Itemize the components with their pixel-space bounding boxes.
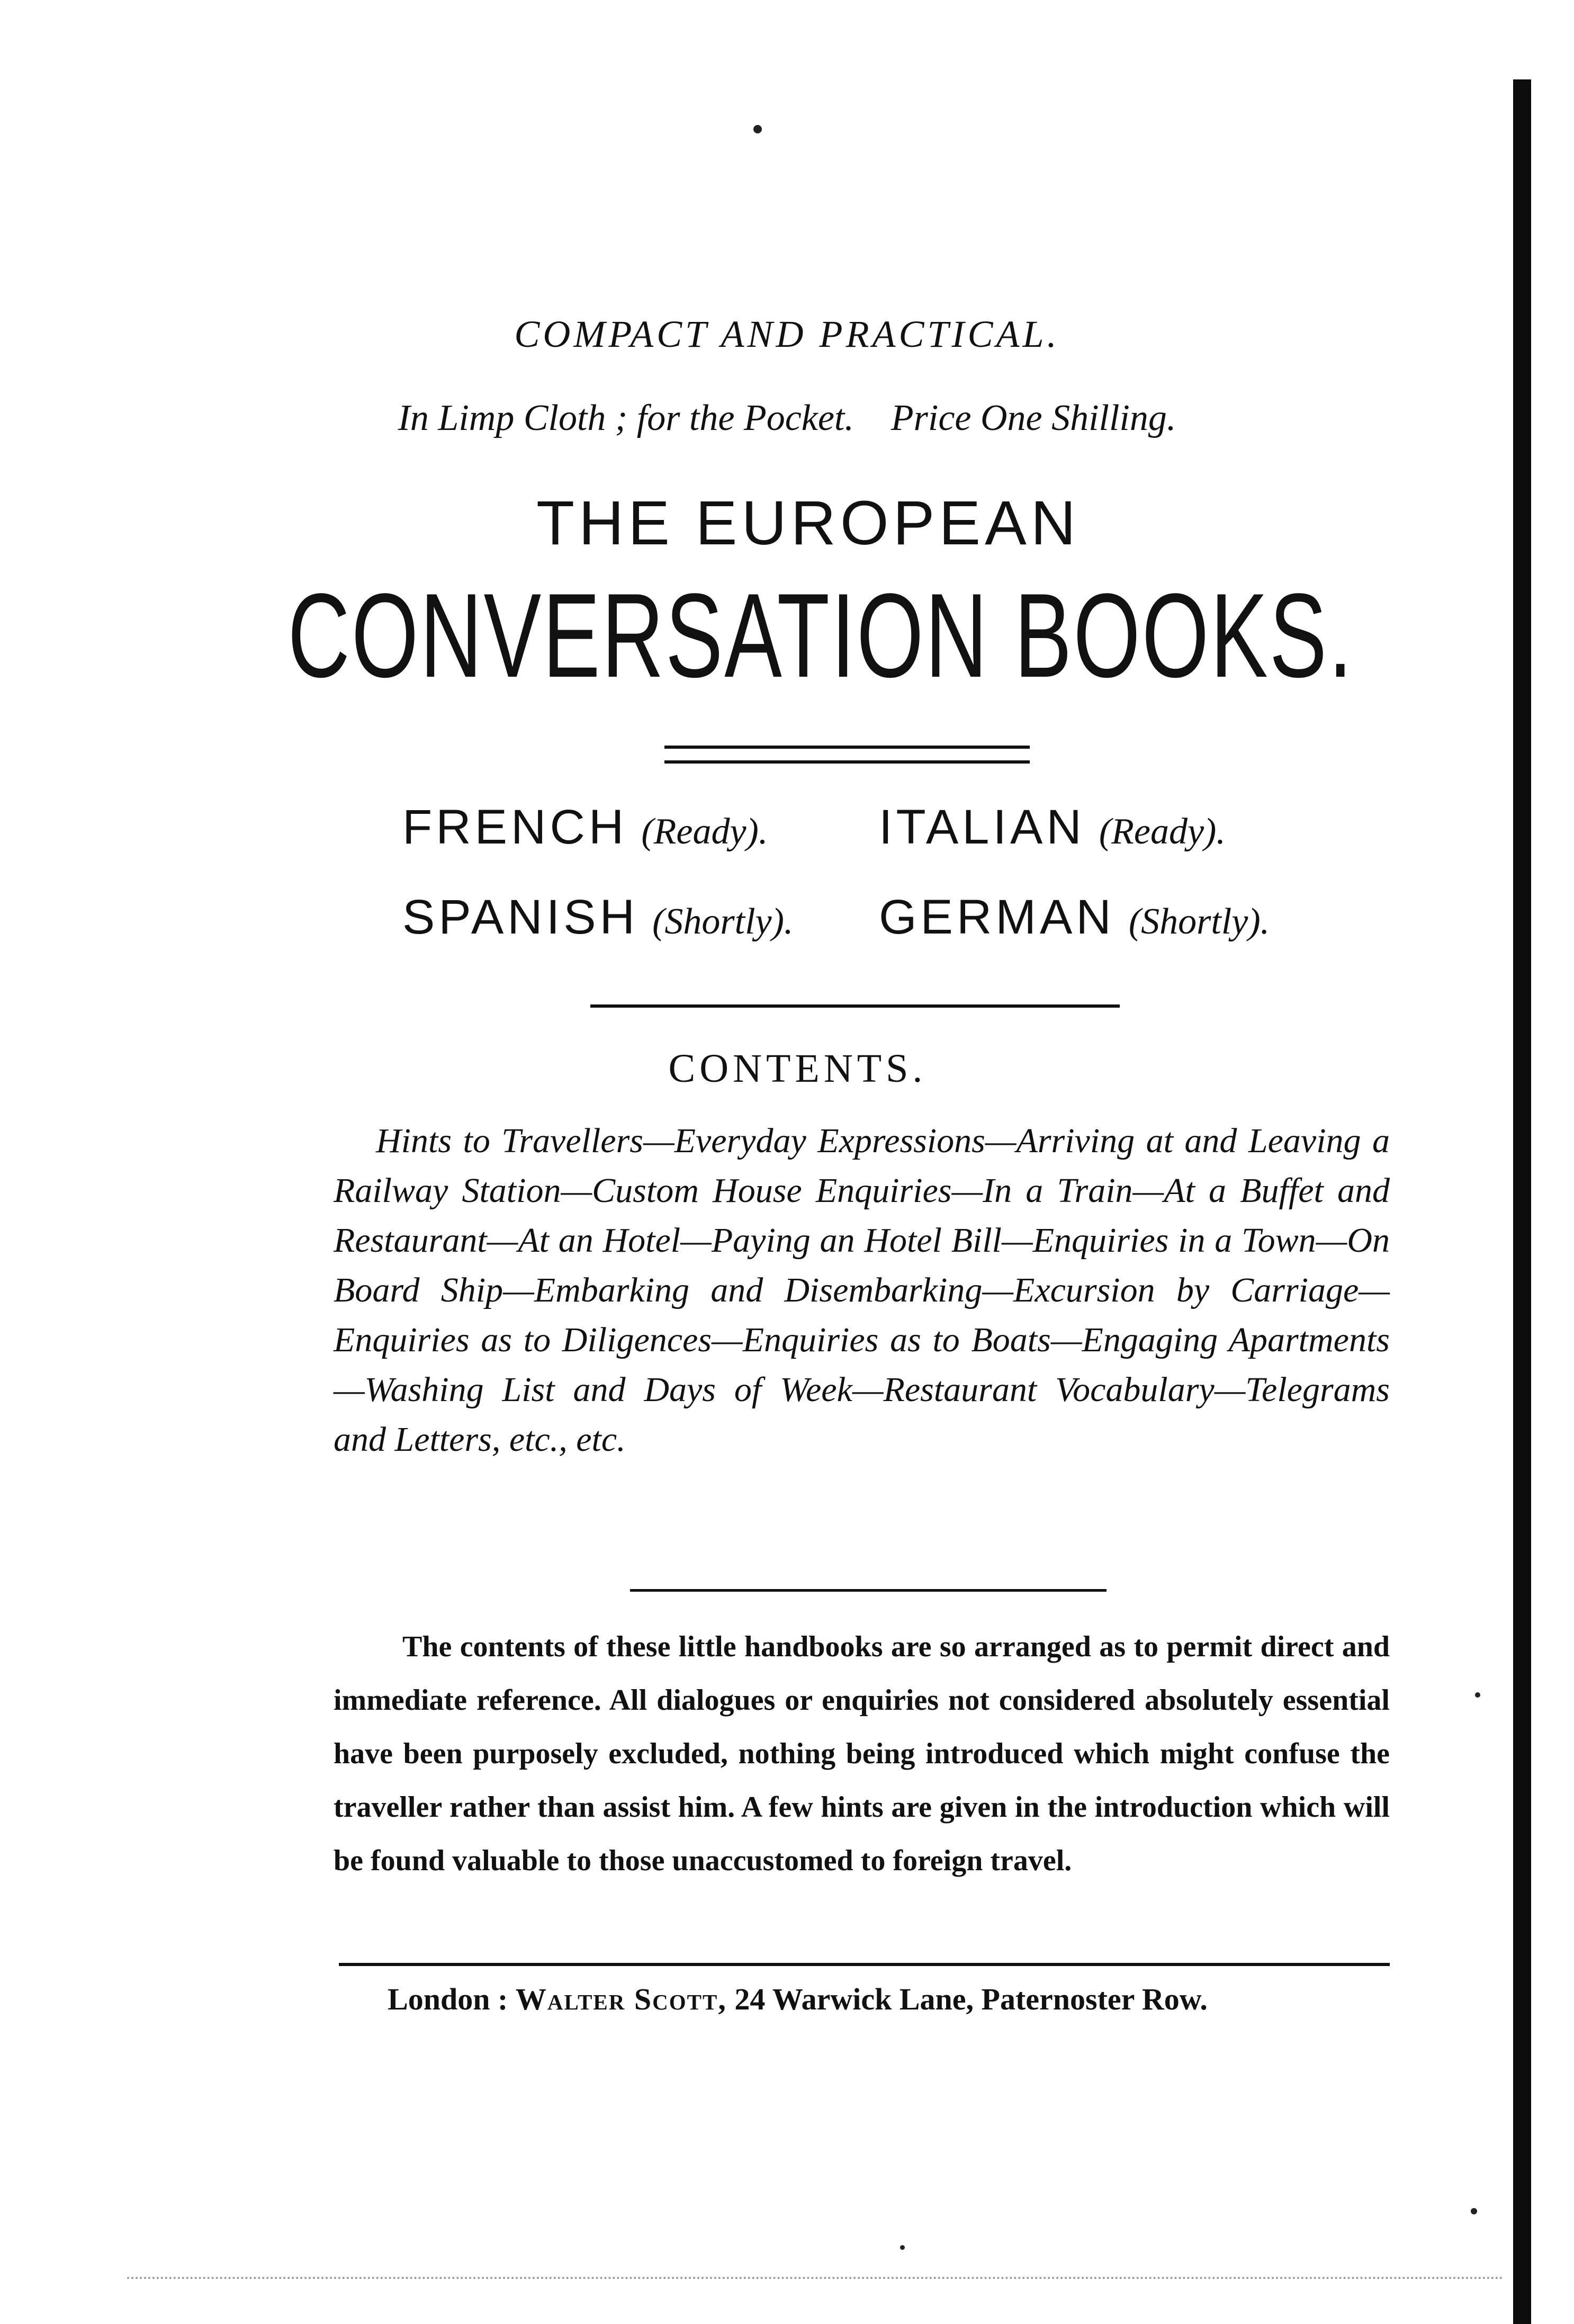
- section-divider: [630, 1589, 1107, 1592]
- scan-edge-noise: [127, 2277, 1504, 2295]
- language-row: [402, 890, 1355, 980]
- tagline: COMPACT AND PRACTICAL.: [514, 313, 1060, 355]
- main-title: CONVERSATION BOOKS.: [287, 568, 1354, 702]
- imprint-publisher: Walter Scott,: [515, 1982, 727, 2016]
- language-item: [402, 800, 879, 855]
- publisher-imprint: [11, 1981, 1574, 2017]
- price-text: Price One Shilling.: [891, 398, 1176, 438]
- language-status: (Shortly).: [1128, 901, 1270, 942]
- print-speck: [1475, 1692, 1480, 1698]
- contents-heading: CONTENTS.: [668, 1046, 927, 1091]
- language-item: [879, 800, 1355, 855]
- double-rule-divider: [664, 746, 1030, 764]
- format-text: In Limp Cloth ; for the Pocket.: [398, 398, 854, 438]
- language-name: GERMAN: [879, 890, 1115, 944]
- contents-list: Hints to Travellers—Everyday Expressions—Arriving at and Leaving a Railway Station—Custom House Enquiries—In a Train—At a Buffet and Restaurant—At an Hotel—Paying an Hotel Bill—Enquiries in a Town—On Board Ship—Embarking and Disembarking—Excursion by Carriage—Enquiries as to Diligences—Enquiries as to Boats—Engaging Apartments—Washing List and Days of Week—Restaurant Vocabulary—Telegrams and Letters, etc., etc.: [334, 1121, 1390, 1459]
- format-and-price-line: [0, 397, 1574, 439]
- language-name: ITALIAN: [879, 800, 1085, 854]
- imprint-divider: [339, 1963, 1390, 1966]
- language-status: (Ready).: [641, 811, 768, 852]
- imprint-address: 24 Warwick Lane, Paternoster Row.: [734, 1982, 1208, 2016]
- series-title: THE EUROPEAN: [536, 488, 1081, 558]
- section-divider: [590, 1004, 1120, 1008]
- imprint-city: London :: [388, 1982, 508, 2016]
- language-status: (Ready).: [1099, 811, 1226, 852]
- language-name: SPANISH: [402, 890, 639, 944]
- language-list: [402, 800, 1355, 980]
- print-speck: [900, 2245, 905, 2250]
- language-name: FRENCH: [402, 800, 628, 854]
- print-speck: [1471, 2208, 1477, 2214]
- description-paragraph: The contents of these little handbooks are so arranged as to permit direct and immediate reference. All dialogues or enquiries not considered absolutely essential have been purposely excluded, nothing being introduced which might confuse the traveller rather than assist him. A few hints are given in the introduction which will be found valuable to those unaccustomed to foreign travel.: [334, 1630, 1390, 1877]
- language-item: [879, 890, 1355, 945]
- language-status: (Shortly).: [652, 901, 794, 942]
- print-speck: [753, 125, 762, 133]
- language-item: [402, 890, 879, 945]
- language-row: [402, 800, 1355, 890]
